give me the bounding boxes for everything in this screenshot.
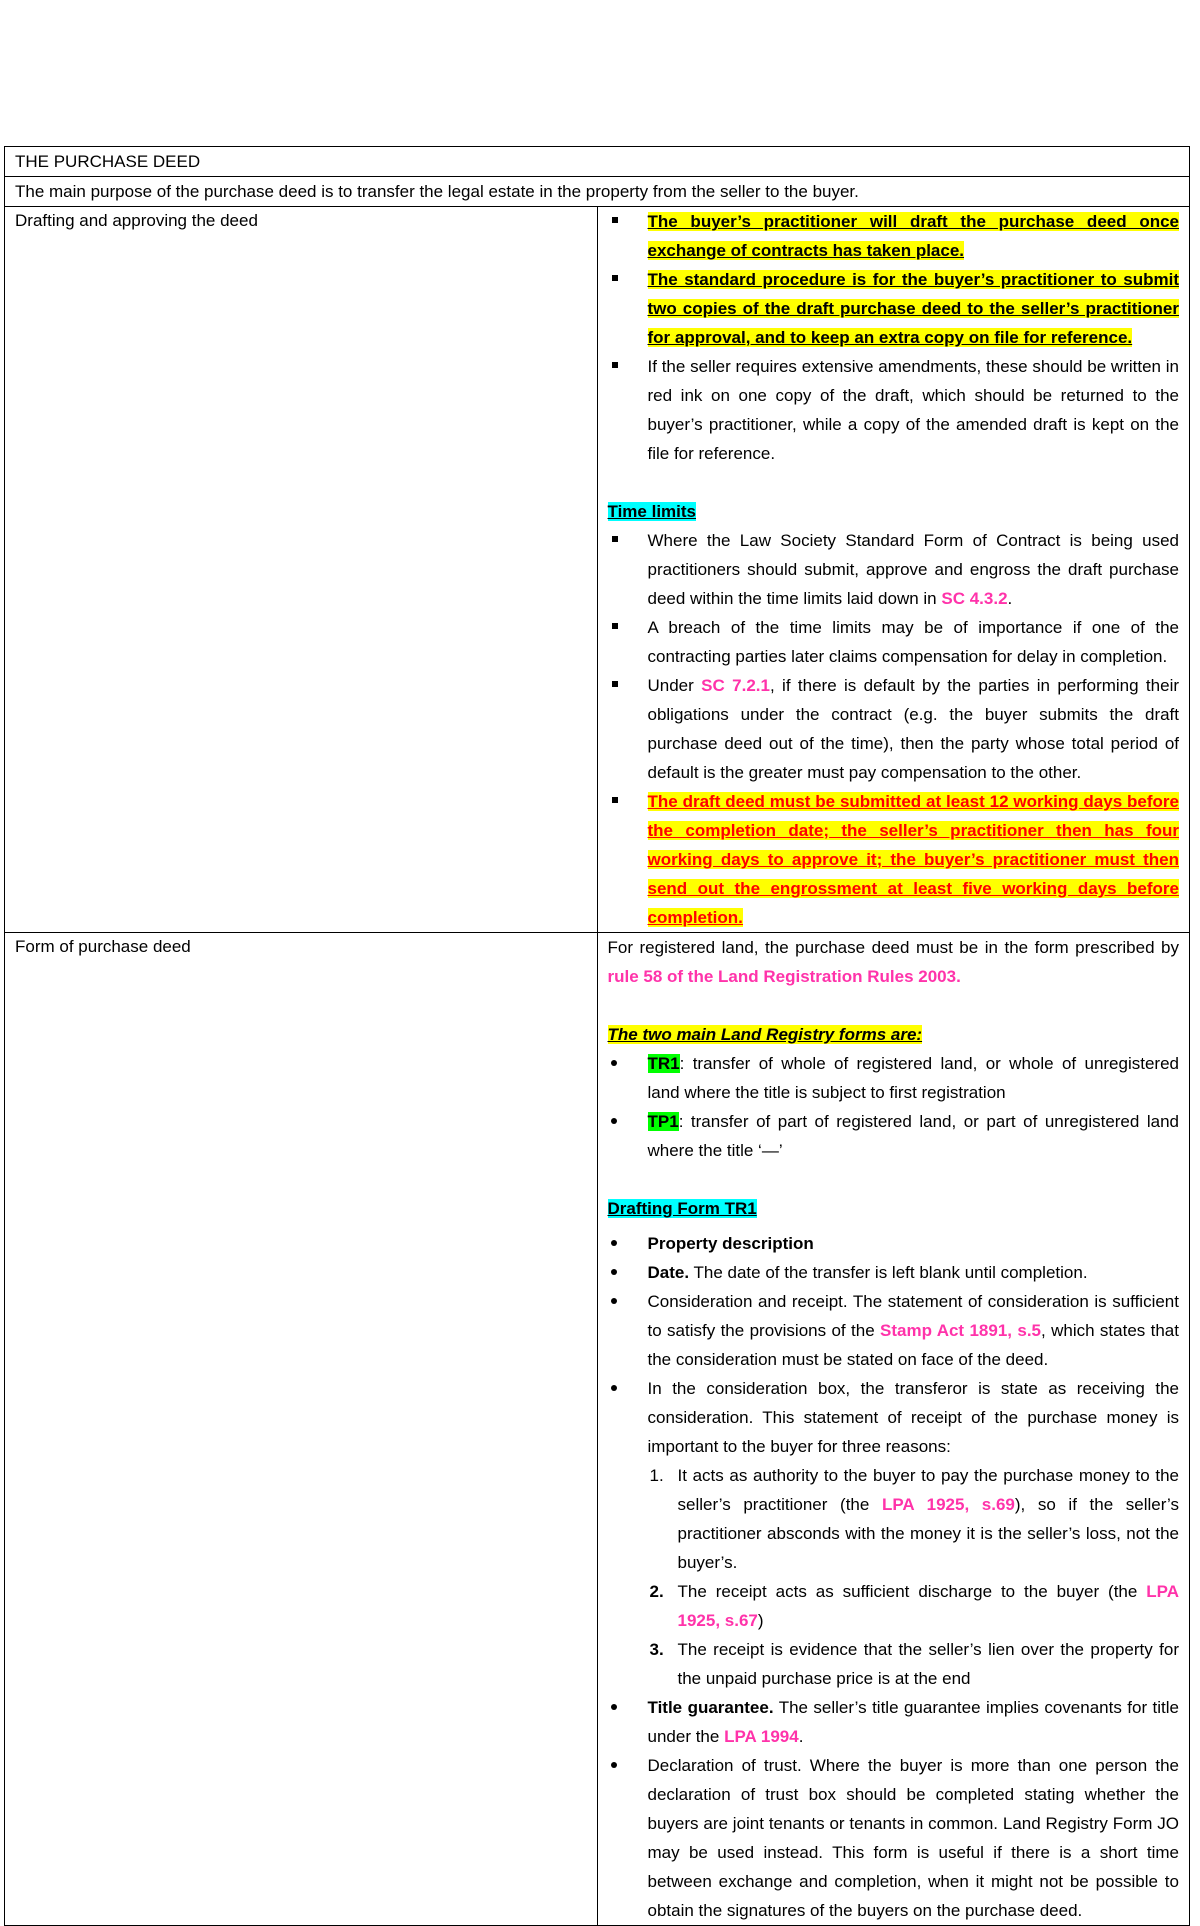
tr1-list bbox=[608, 1229, 1180, 1925]
form-intro: For registered land, the purchase deed must be in the form prescribed by rule 58 of the Land Registration Rules 2003. bbox=[607, 938, 1179, 986]
section-content-form bbox=[597, 933, 1190, 1926]
list-item: Property description bbox=[608, 1229, 1180, 1258]
spacer bbox=[608, 991, 1180, 1020]
section-label-form: Form of purchase deed bbox=[5, 933, 598, 1926]
drafting-list bbox=[608, 207, 1180, 468]
list-item: If the seller requires extensive amendments, these should be written in red ink on one copy of the draft, which should be returned to the buyer’s practitioner, while a copy of the amended draft is kept on the file for reference. bbox=[608, 352, 1180, 468]
list-item: Date. The date of the transfer is left blank until completion. bbox=[608, 1258, 1180, 1287]
purpose-text: The main purpose of the purchase deed is to transfer the legal estate in the property from the seller to the buyer. bbox=[5, 177, 1190, 207]
purchase-deed-table bbox=[4, 146, 1190, 1926]
forms-heading: The two main Land Registry forms are: bbox=[607, 1025, 923, 1044]
list-item: TP1: transfer of part of registered land, or part of unregistered land where the title ‘—’ bbox=[608, 1107, 1180, 1165]
list-item: The standard procedure is for the buyer’s practitioner to submit two copies of the draft purchase deed to the seller’s practitioner for approval, and to keep an extra copy on file for reference. bbox=[608, 265, 1180, 352]
list-item: Consideration and receipt. The statement of consideration is sufficient to satisfy the provisions of the Stamp Act 1891, s.5, which states that the consideration must be stated on face of the deed. bbox=[608, 1287, 1180, 1374]
numbered-item: 1. It acts as authority to the buyer to pay the purchase money to the seller’s practitioner (the LPA 1925, s.69), so if the seller’s practitioner absconds with the money it is the seller’s loss, not the buyer’s. bbox=[649, 1466, 1179, 1572]
spacer bbox=[608, 1165, 1180, 1194]
list-item: Where the Law Society Standard Form of Contract is being used practitioners should submit, approve and engross the draft purchase deed within the time limits laid down in SC 4.3.2. bbox=[608, 526, 1180, 613]
time-limits-list bbox=[608, 526, 1180, 932]
list-item: The draft deed must be submitted at least 12 working days before the completion date; the seller’s practitioner then has four working days to approve it; the buyer’s practitioner must then send out the engrossment at least five working days before completion. bbox=[608, 787, 1180, 932]
forms-list bbox=[608, 1049, 1180, 1165]
list-item: A breach of the time limits may be of importance if one of the contracting parties later claims compensation for delay in completion. bbox=[608, 613, 1180, 671]
spacer bbox=[608, 468, 1180, 497]
section-content-drafting bbox=[597, 207, 1190, 933]
purpose-row bbox=[5, 177, 1190, 207]
list-item: In the consideration box, the transferor is state as receiving the consideration. This statement of receipt of the purchase money is important to the buyer for three reasons: 1. It acts as authority to the buyer to pay the purchase money to the seller’s practitioner (the LPA 1925, s.69), so if the seller’s practitioner absconds with the money it is the seller’s loss, not the buyer’s. 2. The receipt acts as sufficient discharge to the buyer (the LPA 1925, s.67) 3. The receipt is evidence that the seller’s lien over the property for the unpaid purchase price is at the end bbox=[608, 1374, 1180, 1693]
section-label-drafting: Drafting and approving the deed bbox=[5, 207, 598, 933]
list-item: Title guarantee. The seller’s title guarantee implies covenants for title under the LPA 1994. bbox=[608, 1693, 1180, 1751]
time-limits-heading: Time limits bbox=[607, 502, 696, 521]
header-row bbox=[5, 147, 1190, 177]
section-form bbox=[5, 933, 1190, 1926]
section-drafting bbox=[5, 207, 1190, 933]
page-title: THE PURCHASE DEED bbox=[5, 147, 1190, 177]
list-item: TR1: transfer of whole of registered land, or whole of unregistered land where the title is subject to first registration bbox=[608, 1049, 1180, 1107]
list-item: Declaration of trust. Where the buyer is more than one person the declaration of trust box should be completed stating whether the buyers are joint tenants or tenants in common. Land Registry Form JO may be used instead. This form is useful if there is a short time between exchange and completion, when it might not be possible to obtain the signatures of the buyers on the purchase deed. bbox=[608, 1751, 1180, 1925]
numbered-item: 3. The receipt is evidence that the seller’s lien over the property for the unpaid purchase price is at the end bbox=[649, 1640, 1179, 1688]
reasons-list bbox=[648, 1461, 1180, 1693]
list-item: Under SC 7.2.1, if there is default by the parties in performing their obligations under the contract (e.g. the buyer submits the draft purchase deed out of the time), then the party whose total period of default is the greater must pay compensation to the other. bbox=[608, 671, 1180, 787]
numbered-item: 2. The receipt acts as sufficient discharge to the buyer (the LPA 1925, s.67) bbox=[649, 1582, 1179, 1630]
list-item: The buyer’s practitioner will draft the purchase deed once exchange of contracts has taken place. bbox=[608, 207, 1180, 265]
drafting-tr1-heading: Drafting Form TR1 bbox=[607, 1199, 757, 1218]
